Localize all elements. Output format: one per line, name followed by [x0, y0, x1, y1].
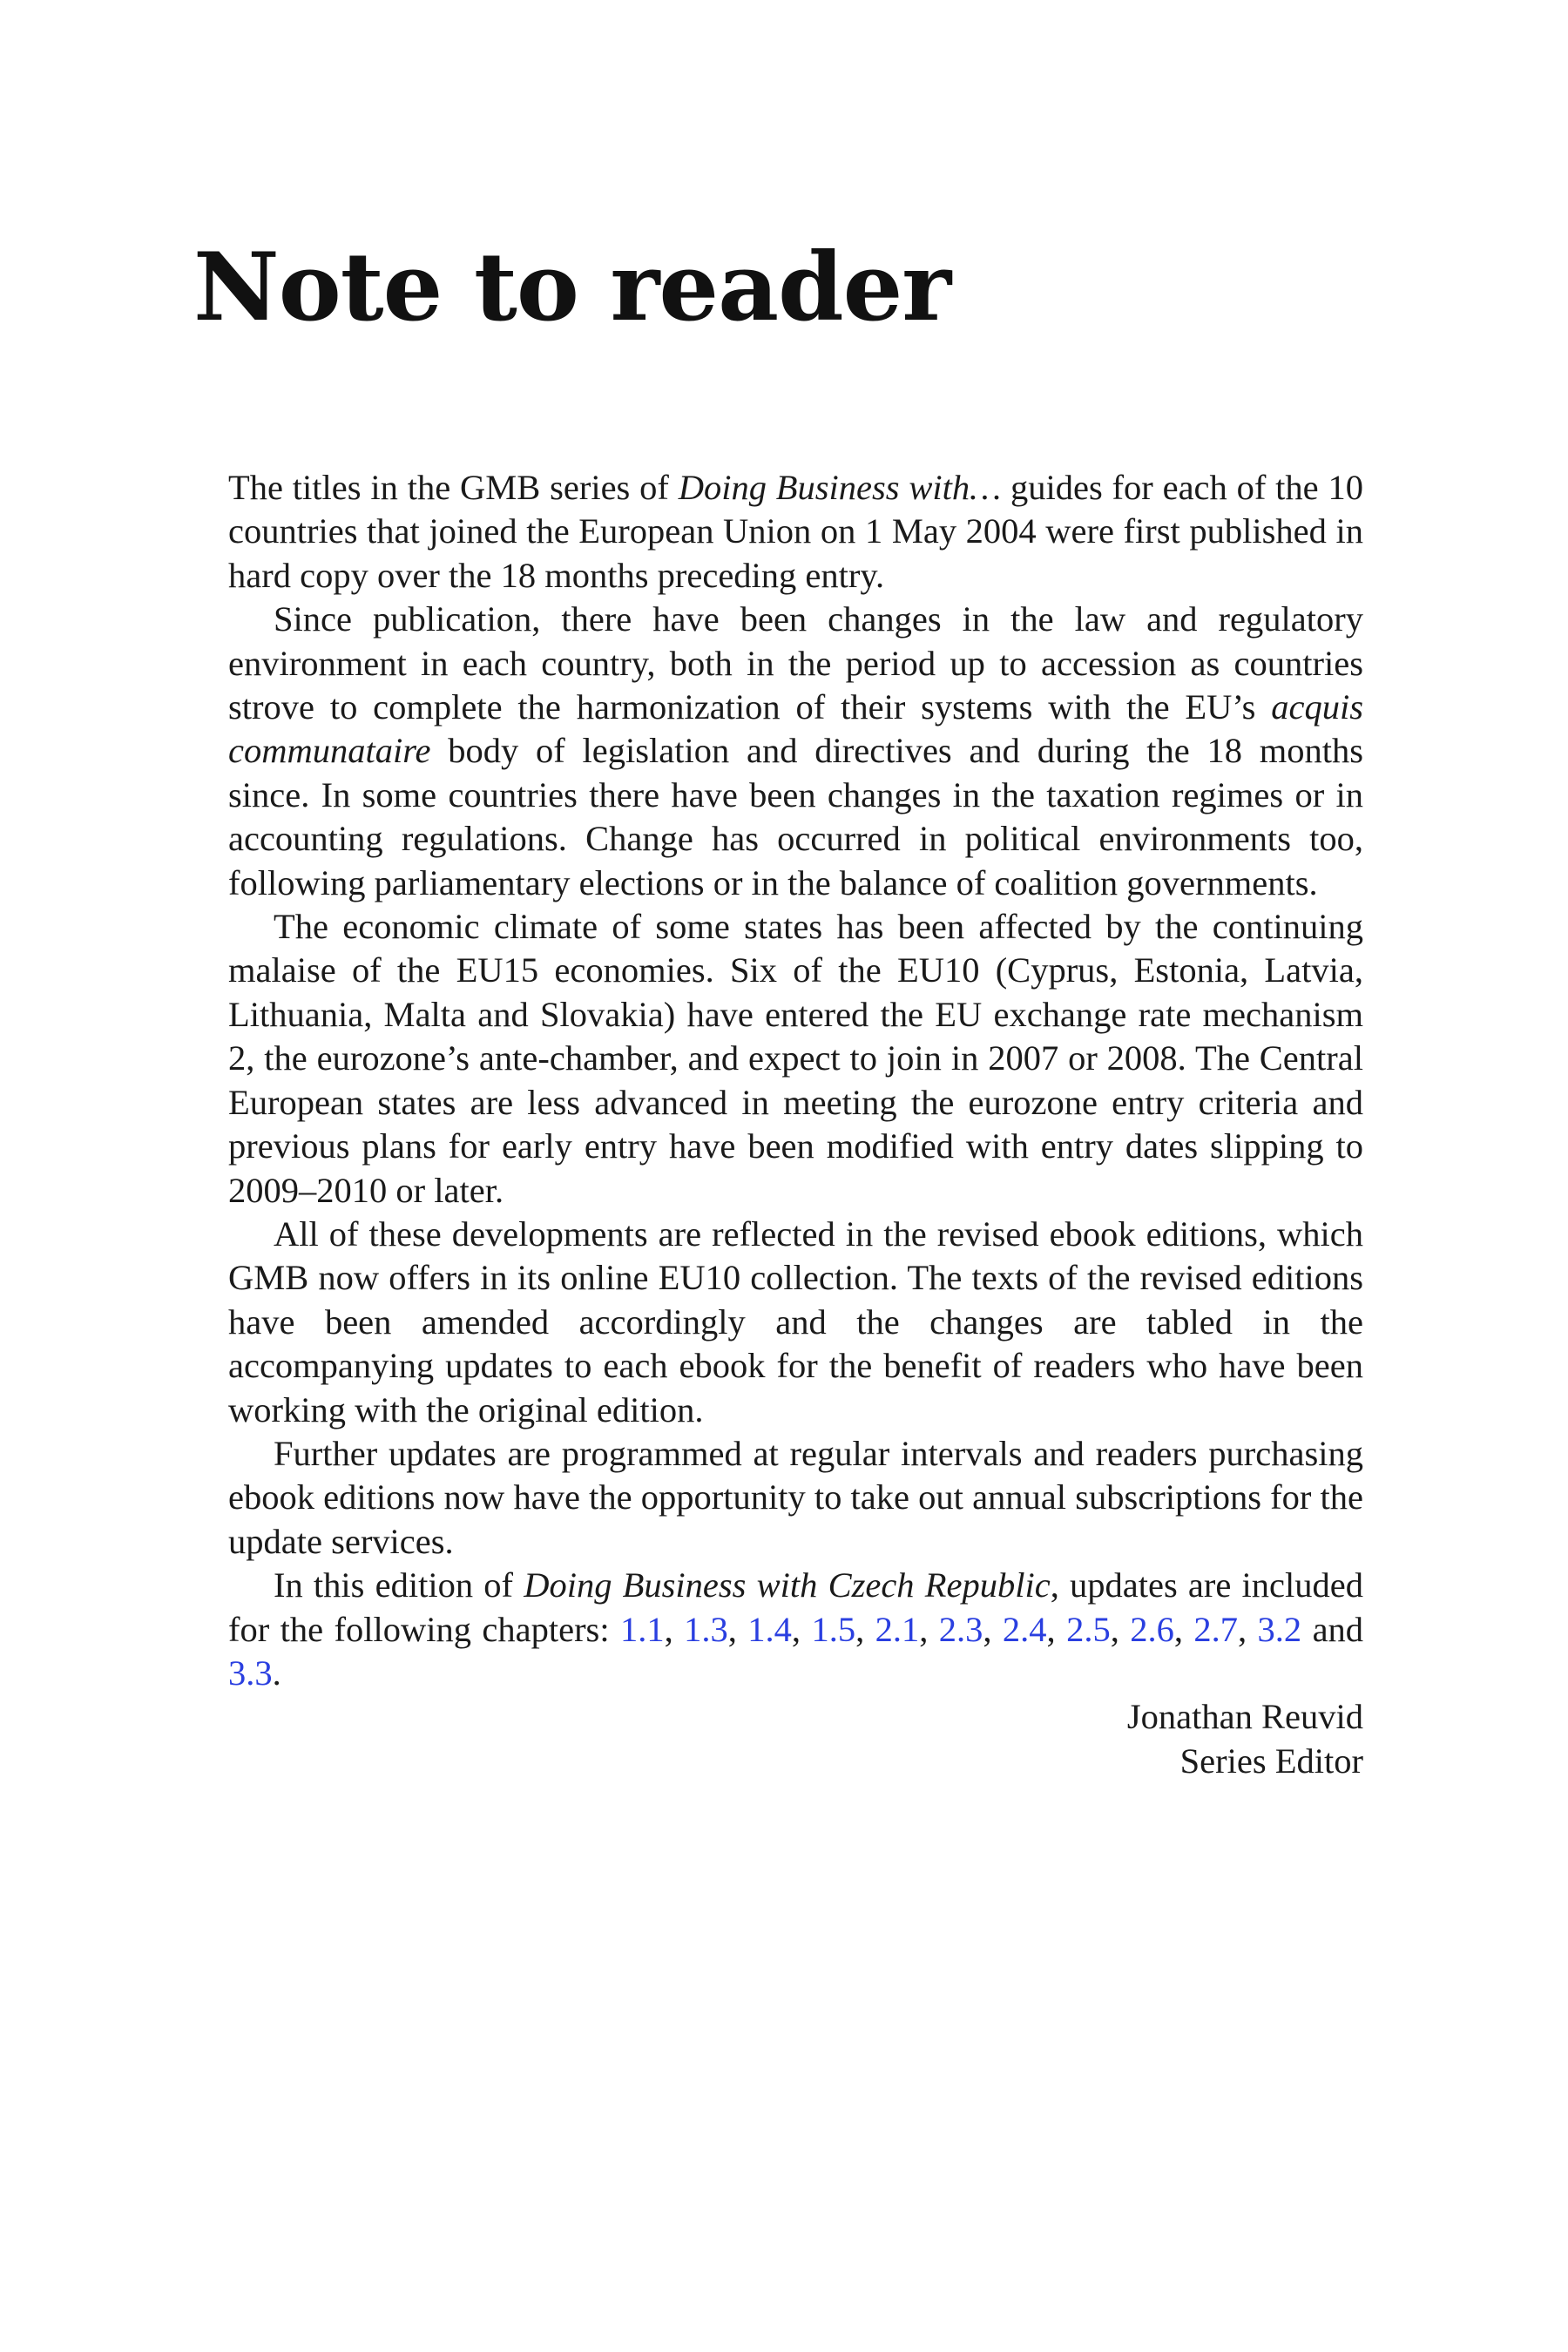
- legal-term: acquis communataire: [228, 687, 1363, 771]
- chapter-link-3-2[interactable]: 3.2: [1257, 1609, 1302, 1649]
- chapter-link-1-3[interactable]: 1.3: [684, 1609, 728, 1649]
- signature-block: [228, 1695, 1363, 1783]
- paragraph-changes: [228, 598, 1363, 905]
- chapter-separator: ,: [791, 1609, 812, 1649]
- paragraph-economic-climate: The economic climate of some states has been affected by the continuing malaise of the EU15 economies. Six of the EU10 (Cyprus, Estonia, Latvia, Lithuania, Malta and Slovakia) have entered the EU exchange rate mechanism 2, the eurozone’s ante-chamber, and expect to join in 2007 or 2008. The Central European states are less advanced in meeting the eurozone entry criteria and previous plans for early entry have been modified with entry dates slipping to 2009–2010 or later.: [228, 907, 1363, 1210]
- paragraph-text: , updates are included for the following chapters:: [228, 1565, 1363, 1649]
- chapter-separator: ,: [727, 1609, 748, 1649]
- chapter-separator: ,: [664, 1609, 685, 1649]
- chapter-link-2-7[interactable]: 2.7: [1193, 1609, 1239, 1649]
- body-text: [228, 466, 1363, 1783]
- chapter-separator: and: [1301, 1609, 1364, 1649]
- chapter-link-1-5[interactable]: 1.5: [811, 1609, 856, 1649]
- chapter-link-2-6[interactable]: 2.6: [1130, 1609, 1174, 1649]
- chapter-list-end: .: [272, 1652, 281, 1693]
- paragraph-text: In this edition of: [274, 1565, 524, 1605]
- signature-role: Series Editor: [1179, 1740, 1363, 1781]
- page-title: Note to reader: [193, 233, 951, 342]
- paragraph-further-updates: Further updates are programmed at regular intervals and readers purchasing ebook editions now have the opportunity to take out annual subscriptions for the update services.: [228, 1433, 1363, 1561]
- chapter-link-2-3[interactable]: 2.3: [938, 1609, 983, 1649]
- paragraph-intro: [228, 466, 1363, 598]
- chapter-separator: ,: [983, 1609, 1003, 1649]
- paragraph-text: guides for each of the 10 countries that joined the European Union on 1 May 2004 were first published in hard copy over the 18 months preceding entry.: [228, 468, 1363, 595]
- chapter-link-2-5[interactable]: 2.5: [1066, 1609, 1111, 1649]
- chapter-link-1-4[interactable]: 1.4: [747, 1609, 792, 1649]
- chapter-separator: ,: [1046, 1609, 1067, 1649]
- chapter-link-1-1[interactable]: 1.1: [619, 1609, 665, 1649]
- paragraph-chapter-updates: [228, 1564, 1363, 1695]
- chapter-link-2-4[interactable]: 2.4: [1002, 1609, 1047, 1649]
- chapter-separator: ,: [1238, 1609, 1258, 1649]
- paragraph-ebook-editions: All of these developments are reflected in the revised ebook editions, which GMB now offers in its online EU10 collection. The texts of the revised editions have been amended accordingly and the changes are tabled in the accompanying updates to each ebook for the benefit of readers who have been working with the original edition.: [228, 1213, 1363, 1429]
- chapter-link-3-3[interactable]: 3.3: [228, 1652, 273, 1693]
- paragraph-text: The titles in the GMB series of: [228, 468, 679, 507]
- book-series-title: Doing Business with…: [678, 468, 1002, 507]
- chapter-separator: ,: [919, 1609, 939, 1649]
- paragraph-text: Since publication, there have been changes in the law and regulatory environment in each country, both in the period up to accession as countries strove to complete the harmonization of their systems with the EU’s: [228, 599, 1363, 727]
- chapter-link-2-1[interactable]: 2.1: [875, 1609, 920, 1649]
- signature-name: Jonathan Reuvid: [1126, 1697, 1363, 1737]
- chapter-separator: ,: [1173, 1609, 1194, 1649]
- chapter-separator: ,: [1110, 1609, 1131, 1649]
- chapter-separator: ,: [855, 1609, 875, 1649]
- book-title: Doing Business with Czech Republic: [524, 1565, 1051, 1605]
- paragraph-text: body of legislation and directives and during the 18 months since. In some countries there have been changes in the taxation regimes or in accounting regulations. Change has occurred in political environments too, following parliamentary elections or in the balance of coalition governments.: [228, 731, 1363, 902]
